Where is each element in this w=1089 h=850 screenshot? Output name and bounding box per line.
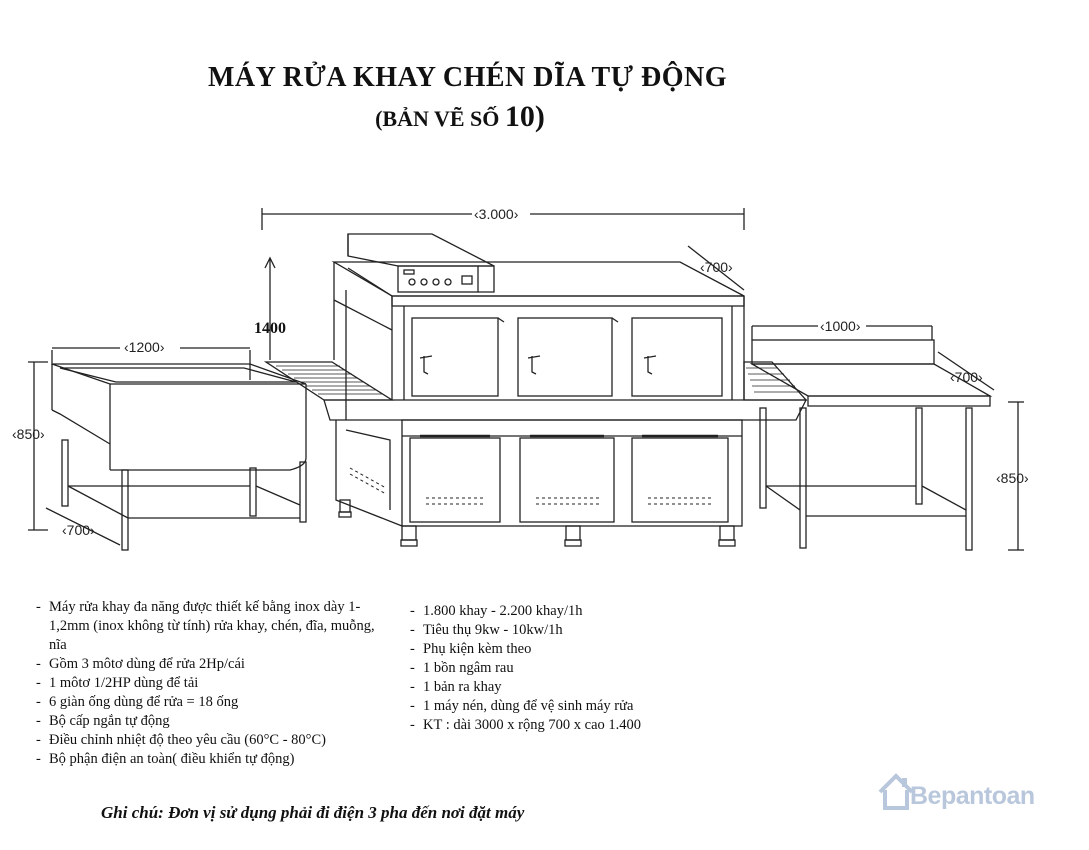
note-item: - Phụ kiện kèm theo	[408, 640, 708, 659]
brand-logo	[876, 770, 1076, 820]
subtitle-number: 10)	[504, 100, 545, 133]
dim-sink-height-label: ‹850›	[12, 426, 45, 442]
note-item: - 6 giàn ống dùng để rửa = 18 ống	[34, 693, 384, 712]
note-item: - Bộ phận điện an toàn( điều khiển tự động)	[34, 750, 384, 769]
dimension-height	[254, 258, 286, 360]
dim-sink-depth-label: ‹700›	[62, 522, 95, 538]
outlet-conveyor	[744, 362, 806, 400]
subtitle-prefix: (BẢN VẼ SỐ	[375, 106, 500, 131]
note-item: - Gồm 3 môtơ dùng để rửa 2Hp/cái	[34, 655, 384, 674]
note-item: - Bộ cấp ngắn tự động	[34, 712, 384, 731]
note-item: - 1 máy nén, dùng để vệ sinh máy rửa	[408, 697, 708, 716]
dim-sink-length-label: ‹1200›	[124, 339, 165, 355]
dim-machine-depth-label: ‹700›	[700, 259, 733, 275]
spec-notes-left	[34, 598, 384, 769]
note-item: - 1 môtơ 1/2HP dùng để tải	[34, 674, 384, 693]
inlet-conveyor	[266, 362, 392, 400]
dim-table-length-label: ‹1000›	[820, 318, 861, 334]
note-item: - KT : dài 3000 x rộng 700 x cao 1.400	[408, 716, 708, 735]
dim-table-depth-label: ‹700›	[950, 369, 983, 385]
spec-notes-right	[408, 602, 708, 735]
drawing-title: MÁY RỬA KHAY CHÉN DĨA TỰ ĐỘNG	[207, 62, 728, 93]
note-item: - 1.800 khay - 2.200 khay/1h	[408, 602, 708, 621]
footnote: Ghi chú: Đơn vị sử dụng phải đi điện 3 pha đến nơi đặt máy	[101, 803, 525, 822]
note-item: - 1 bản ra khay	[408, 678, 708, 697]
logo-text: Bepantoan	[910, 782, 1035, 810]
note-item: - Điều chỉnh nhiệt độ theo yêu cầu (60°C - 80°C)	[34, 731, 384, 750]
dim-table-height-label: ‹850›	[996, 470, 1029, 486]
outlet-table	[752, 318, 1029, 550]
note-item: - Máy rửa khay đa năng được thiết kế bằng inox dày 1- 1,2mm (inox không từ tính) rửa khay, chén, đĩa, muỗng, nĩa	[34, 598, 384, 655]
dimension-total-length	[262, 206, 744, 230]
note-item: - 1 bồn ngâm rau	[408, 659, 708, 678]
dim-height-label: 1400	[254, 320, 286, 337]
note-item: - Tiêu thụ 9kw - 10kw/1h	[408, 621, 708, 640]
dim-total-length-label: ‹3.000›	[474, 206, 519, 222]
sink-unit	[12, 339, 306, 550]
washer-machine	[324, 234, 806, 546]
